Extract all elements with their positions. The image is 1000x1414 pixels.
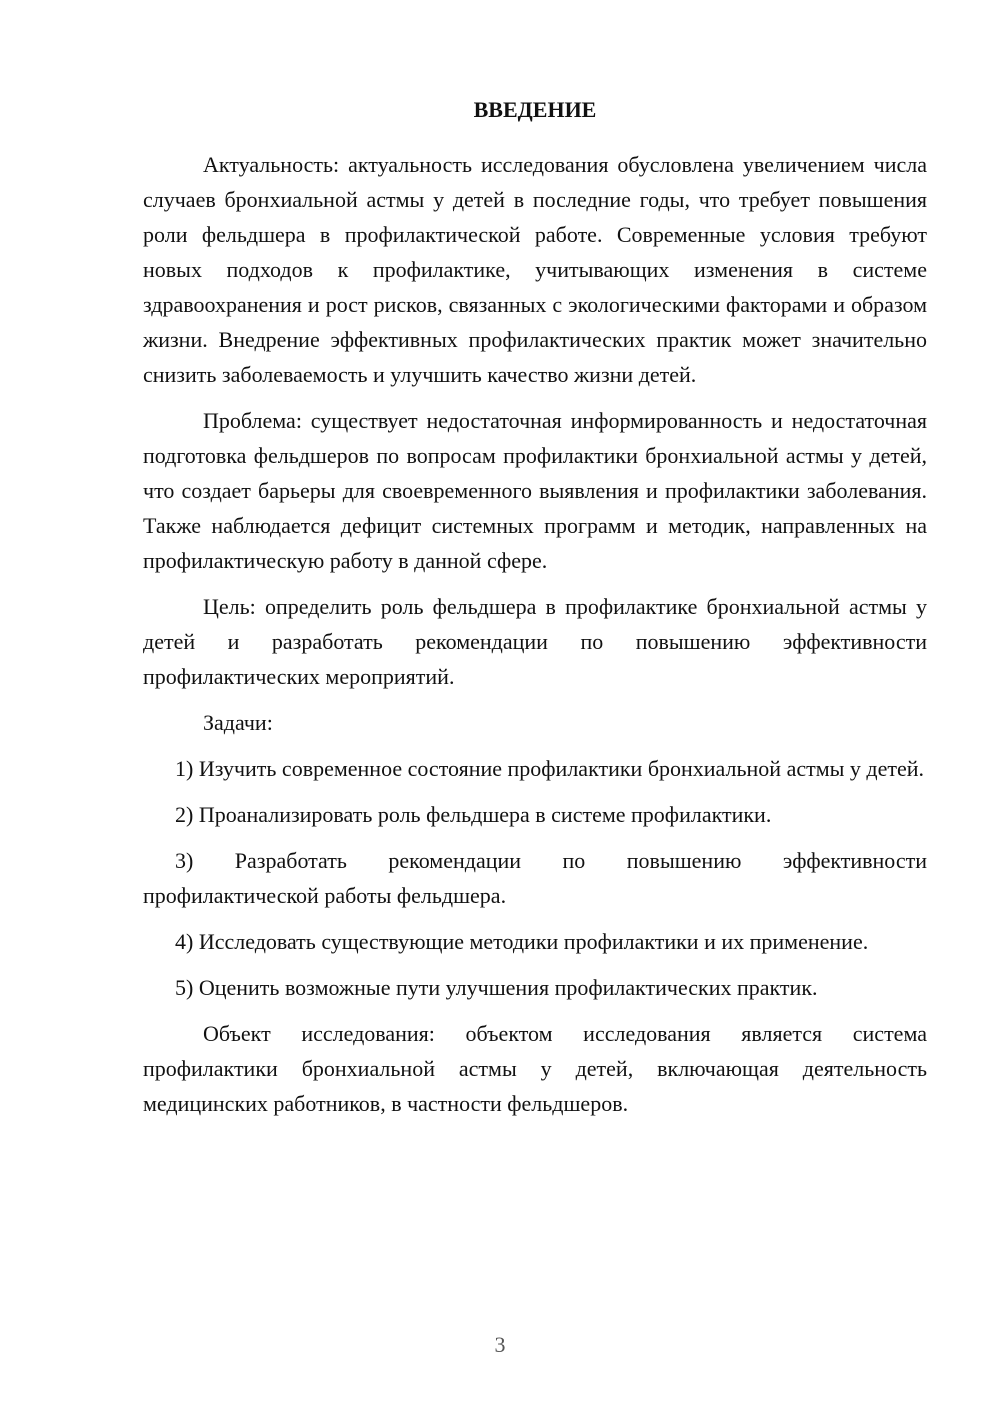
tasks-heading: Задачи: (203, 710, 273, 735)
paragraph-gap (143, 1005, 927, 1016)
paragraph-gap (143, 392, 927, 403)
paragraph-gap (143, 786, 927, 797)
document-page (143, 92, 927, 1121)
goal-paragraph: Цель: определить роль фельдшера в профилактике бронхиальной астмы у детей и разработать рекомендации по повышению эффективности профилактических мероприятий. (143, 594, 927, 689)
paragraph-gap (143, 959, 927, 970)
task-item-2: 2) Проанализировать роль фельдшера в системе профилактики. (175, 802, 772, 827)
object-paragraph: Объект исследования: объектом исследования является система профилактики бронхиальной астмы у детей, включающая деятельность медицинских работников, в частности фельдшеров. (143, 1021, 927, 1116)
paragraph-gap (143, 740, 927, 751)
paragraph-gap (143, 913, 927, 924)
page-number: 3 (494, 1332, 506, 1357)
task-item-5: 5) Оценить возможные пути улучшения профилактических практик. (175, 975, 818, 1000)
problem-paragraph: Проблема: существует недостаточная информированность и недостаточная подготовка фельдшеров по вопросам профилактики бронхиальной астмы у детей, что создает барьеры для своевременного выявления и профилактики заболевания. Также наблюдается дефицит системных программ и методик, направленных на профилактическую работу в данной сфере. (143, 408, 927, 573)
section-title: ВВЕДЕНИЕ (473, 97, 597, 122)
task-item-3: 3) Разработать рекомендации по повышению эффективности профилактической работы фельдшера. (143, 848, 927, 908)
paragraph-gap (143, 832, 927, 843)
relevance-paragraph: Актуальность: актуальность исследования обусловлена увеличением числа случаев бронхиальной астмы у детей в последние годы, что требует повышения роли фельдшера в профилактической работе. Современные условия требуют новых подходов к профилактике, учитывающих изменения в системе здравоохранения и рост рисков, связанных с экологическими факторами и образом жизни. Внедрение эффективных профилактических практик может значительно снизить заболеваемость и улучшить качество жизни детей. (143, 152, 927, 387)
paragraph-gap (143, 578, 927, 589)
paragraph-gap (143, 694, 927, 705)
task-item-4: 4) Исследовать существующие методики профилактики и их применение. (175, 929, 869, 954)
task-item-1: 1) Изучить современное состояние профилактики бронхиальной астмы у детей. (175, 756, 925, 781)
